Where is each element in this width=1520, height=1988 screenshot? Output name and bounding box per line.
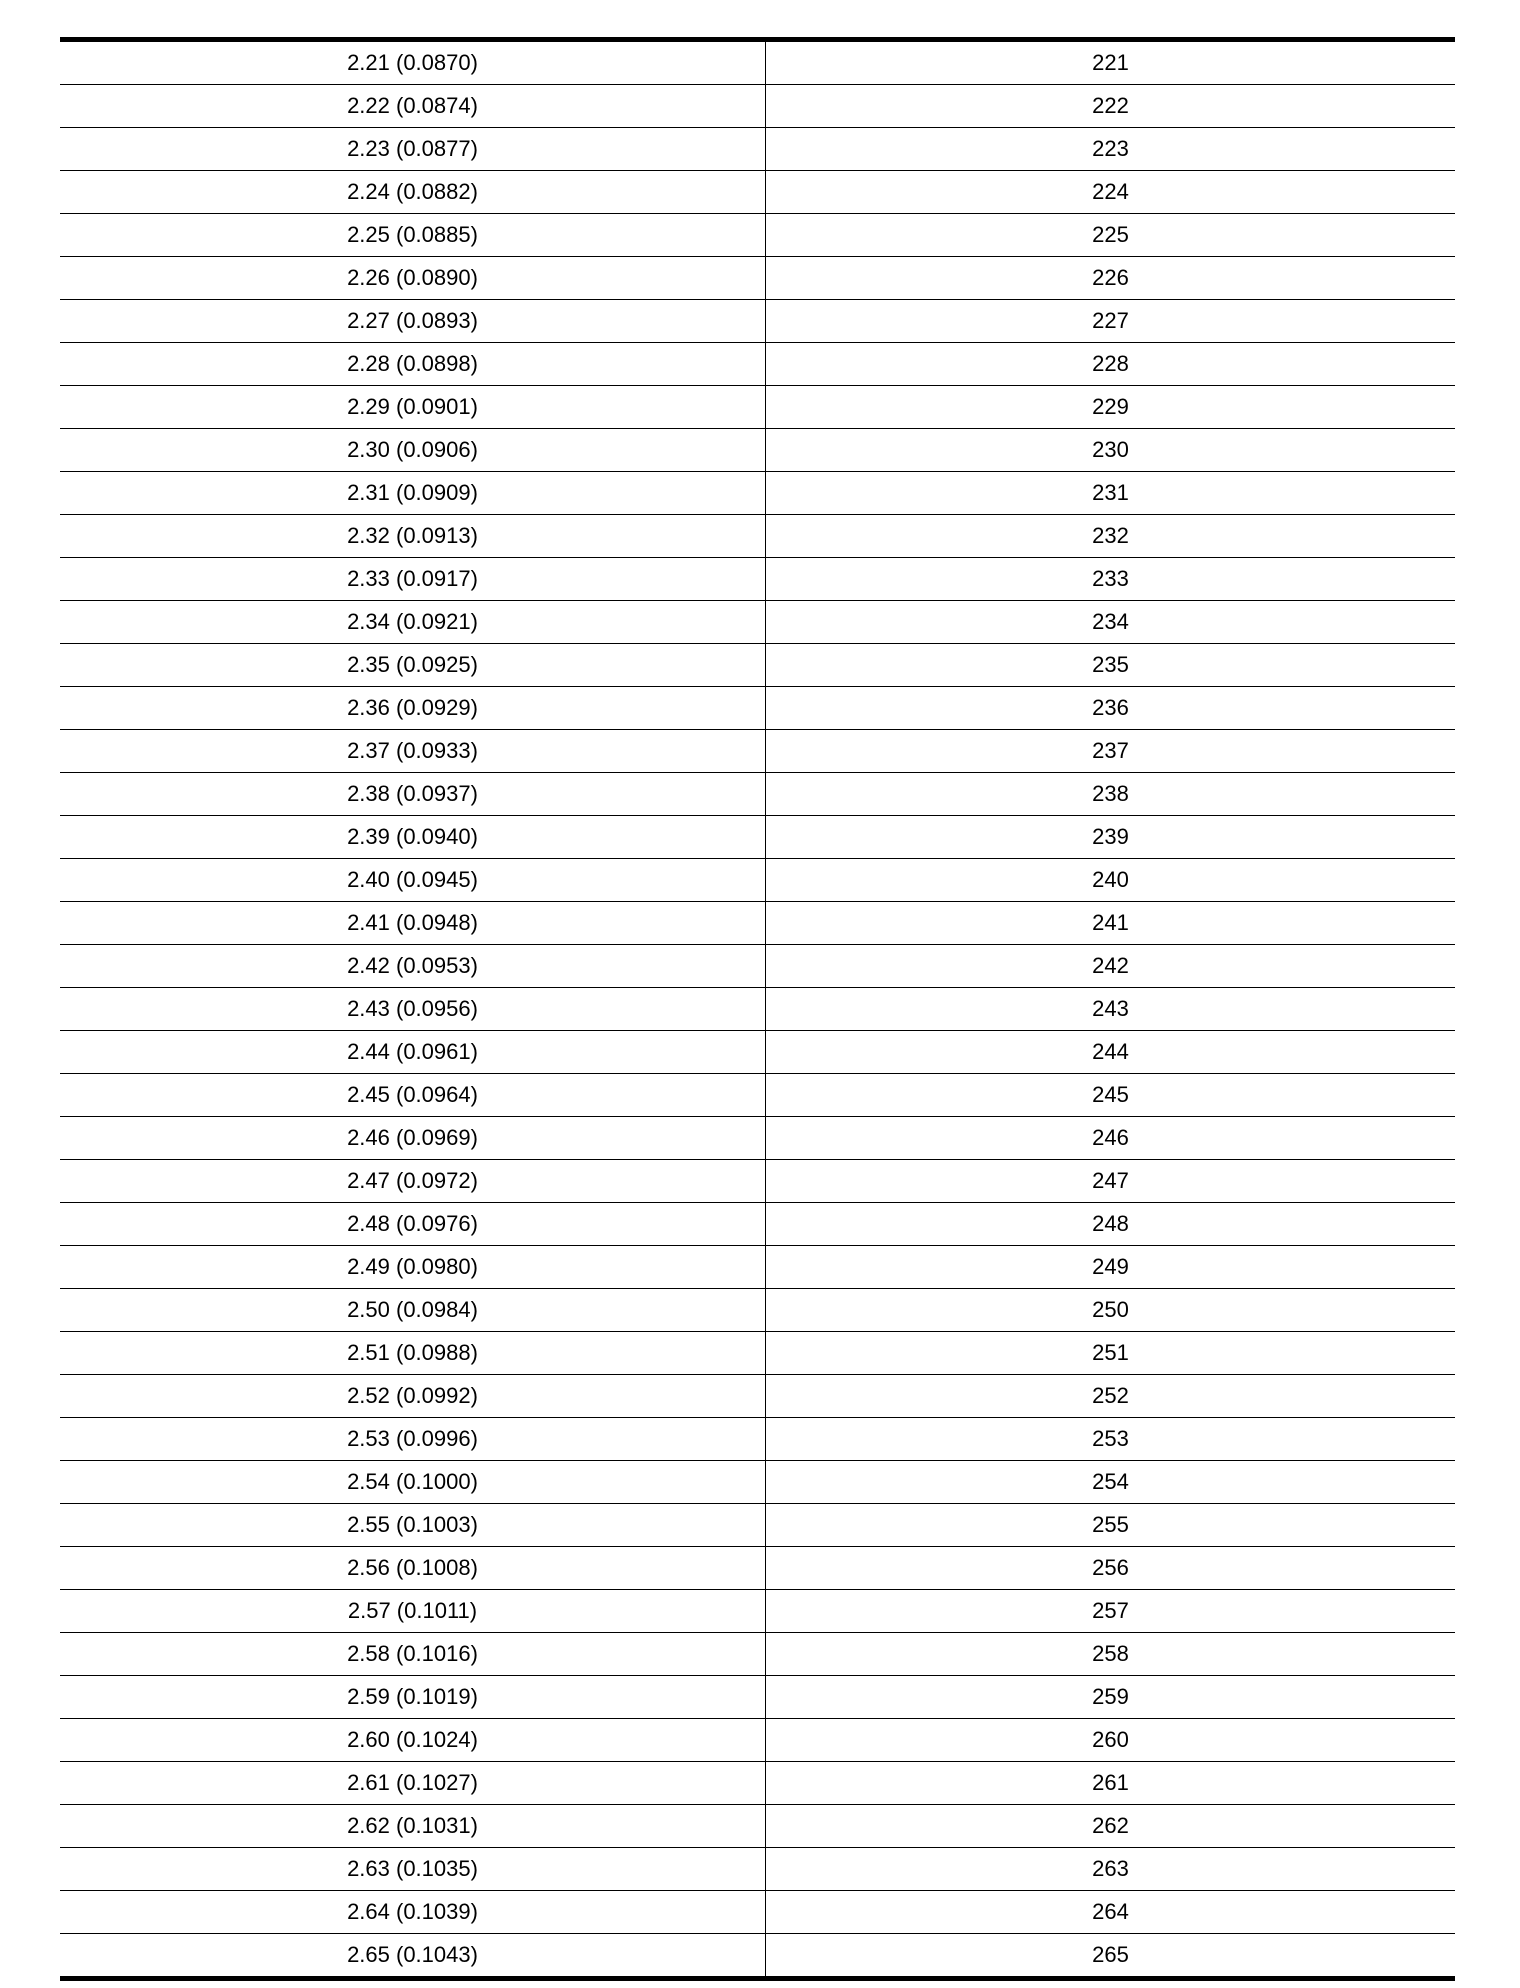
value-cell: 265 — [1092, 1942, 1129, 1967]
measurement-cell: 2.34 (0.0921) — [60, 601, 766, 644]
measurement-cell: 2.57 (0.1011) — [60, 1590, 766, 1633]
value-cell: 222 — [766, 85, 1456, 128]
value-cell: 250 — [766, 1289, 1456, 1332]
value-cell: 223 — [766, 128, 1456, 171]
value-cell: 233 — [766, 558, 1456, 601]
value-cell: 232 — [766, 515, 1456, 558]
measurement-cell: 2.62 (0.1031) — [60, 1805, 766, 1848]
value-cell: 236 — [766, 687, 1456, 730]
table-row — [60, 214, 1455, 257]
value-cell: 257 — [766, 1590, 1456, 1633]
measurement-cell: 2.54 (0.1000) — [60, 1461, 766, 1504]
table-row — [60, 730, 1455, 773]
value-cell: 243 — [766, 988, 1456, 1031]
measurement-cell: 2.58 (0.1016) — [60, 1633, 766, 1676]
measurement-cell: 2.32 (0.0913) — [60, 515, 766, 558]
table-row — [60, 988, 1455, 1031]
measurement-cell: 2.22 (0.0874) — [60, 85, 766, 128]
table-row — [60, 945, 1455, 988]
measurement-cell: 2.55 (0.1003) — [60, 1504, 766, 1547]
value-cell: 252 — [766, 1375, 1456, 1418]
table-row — [60, 1031, 1455, 1074]
table-row — [60, 816, 1455, 859]
table-row — [60, 40, 1455, 85]
value-cell: 241 — [766, 902, 1456, 945]
value-cell: 226 — [766, 257, 1456, 300]
value-cell: 224 — [766, 171, 1456, 214]
table-row — [60, 1590, 1455, 1633]
value-cell: 247 — [766, 1160, 1456, 1203]
measurement-cell: 2.40 (0.0945) — [60, 859, 766, 902]
measurement-cell: 2.44 (0.0961) — [60, 1031, 766, 1074]
measurement-cell: 2.23 (0.0877) — [60, 128, 766, 171]
table-row — [60, 429, 1455, 472]
measurement-cell: 2.37 (0.0933) — [60, 730, 766, 773]
table-row — [60, 128, 1455, 171]
measurement-cell: 2.49 (0.0980) — [60, 1246, 766, 1289]
value-cell: 242 — [766, 945, 1456, 988]
value-cell: 253 — [766, 1418, 1456, 1461]
measurement-cell: 2.42 (0.0953) — [60, 945, 766, 988]
value-cell: 248 — [766, 1203, 1456, 1246]
measurement-cell: 2.31 (0.0909) — [60, 472, 766, 515]
value-cell: 237 — [766, 730, 1456, 773]
measurement-cell: 2.56 (0.1008) — [60, 1547, 766, 1590]
table-row — [60, 1504, 1455, 1547]
table-row — [60, 1160, 1455, 1203]
measurement-cell: 2.26 (0.0890) — [60, 257, 766, 300]
value-cell: 229 — [766, 386, 1456, 429]
table-row — [60, 515, 1455, 558]
measurement-cell: 2.48 (0.0976) — [60, 1203, 766, 1246]
measurement-cell: 2.29 (0.0901) — [60, 386, 766, 429]
table-row — [60, 1891, 1455, 1934]
value-cell: 254 — [766, 1461, 1456, 1504]
value-cell: 238 — [766, 773, 1456, 816]
measurement-cell: 2.60 (0.1024) — [60, 1719, 766, 1762]
table-row — [60, 601, 1455, 644]
measurement-cell: 2.38 (0.0937) — [60, 773, 766, 816]
value-cell: 221 — [766, 40, 1456, 85]
conversion-table — [60, 37, 1455, 1981]
table-row — [60, 1203, 1455, 1246]
table-row — [60, 1375, 1455, 1418]
measurement-cell: 2.51 (0.0988) — [60, 1332, 766, 1375]
measurement-cell: 2.63 (0.1035) — [60, 1848, 766, 1891]
table-row — [60, 1461, 1455, 1504]
table-row — [60, 1289, 1455, 1332]
value-cell: 249 — [766, 1246, 1456, 1289]
measurement-cell: 2.53 (0.0996) — [60, 1418, 766, 1461]
measurement-cell: 2.35 (0.0925) — [60, 644, 766, 687]
measurement-cell: 2.41 (0.0948) — [60, 902, 766, 945]
measurement-cell: 2.65 (0.1043) — [60, 1934, 766, 1979]
value-cell: 256 — [766, 1547, 1456, 1590]
value-cell: 262 — [766, 1805, 1456, 1848]
value-cell: 234 — [766, 601, 1456, 644]
table-row — [60, 1332, 1455, 1375]
table-row — [60, 1805, 1455, 1848]
table-row — [60, 171, 1455, 214]
value-cell: 225 — [766, 214, 1456, 257]
value-cell: 245 — [766, 1074, 1456, 1117]
table-row — [60, 644, 1455, 687]
value-cell: 255 — [766, 1504, 1456, 1547]
value-cell: 228 — [766, 343, 1456, 386]
table-row — [60, 1074, 1455, 1117]
value-cell: 244 — [766, 1031, 1456, 1074]
value-cell: 227 — [766, 300, 1456, 343]
value-cell: 235 — [766, 644, 1456, 687]
value-cell: 260 — [766, 1719, 1456, 1762]
table-row — [60, 1934, 1455, 1979]
value-cell: 246 — [766, 1117, 1456, 1160]
measurement-cell: 2.47 (0.0972) — [60, 1160, 766, 1203]
measurement-cell: 2.21 (0.0870) — [60, 40, 766, 85]
table-row — [60, 1633, 1455, 1676]
value-cell: 251 — [766, 1332, 1456, 1375]
value-cell: 240 — [766, 859, 1456, 902]
table-row — [60, 1117, 1455, 1160]
table-row — [60, 773, 1455, 816]
value-cell: 239 — [766, 816, 1456, 859]
table-row — [60, 472, 1455, 515]
table-row — [60, 343, 1455, 386]
measurement-cell: 2.52 (0.0992) — [60, 1375, 766, 1418]
conversion-table-body — [60, 40, 1455, 1979]
measurement-cell: 2.27 (0.0893) — [60, 300, 766, 343]
table-row — [60, 1848, 1455, 1891]
table-row — [60, 1246, 1455, 1289]
table-row — [60, 902, 1455, 945]
value-cell: 258 — [766, 1633, 1456, 1676]
value-cell: 261 — [766, 1762, 1456, 1805]
table-row — [60, 85, 1455, 128]
table-row — [60, 300, 1455, 343]
table-row — [60, 687, 1455, 730]
measurement-cell: 2.39 (0.0940) — [60, 816, 766, 859]
measurement-cell: 2.30 (0.0906) — [60, 429, 766, 472]
value-cell: 263 — [766, 1848, 1456, 1891]
value-cell: 259 — [766, 1676, 1456, 1719]
table-row — [60, 1762, 1455, 1805]
measurement-cell: 2.28 (0.0898) — [60, 343, 766, 386]
measurement-cell: 2.50 (0.0984) — [60, 1289, 766, 1332]
table-row — [60, 1719, 1455, 1762]
table-row — [60, 257, 1455, 300]
measurement-cell: 2.33 (0.0917) — [60, 558, 766, 601]
measurement-cell: 2.61 (0.1027) — [60, 1762, 766, 1805]
table-row — [60, 859, 1455, 902]
measurement-cell: 2.64 (0.1039) — [60, 1891, 766, 1934]
value-cell: 230 — [766, 429, 1456, 472]
table-row — [60, 1547, 1455, 1590]
measurement-cell: 2.46 (0.0969) — [60, 1117, 766, 1160]
table-row — [60, 558, 1455, 601]
value-cell: 264 — [766, 1891, 1456, 1934]
table-row — [60, 1418, 1455, 1461]
measurement-cell: 2.25 (0.0885) — [60, 214, 766, 257]
conversion-table-container — [60, 37, 1455, 1981]
measurement-cell: 2.24 (0.0882) — [60, 171, 766, 214]
measurement-cell: 2.45 (0.0964) — [60, 1074, 766, 1117]
table-row — [60, 1676, 1455, 1719]
measurement-cell: 2.36 (0.0929) — [60, 687, 766, 730]
measurement-cell: 2.43 (0.0956) — [60, 988, 766, 1031]
measurement-cell: 2.59 (0.1019) — [60, 1676, 766, 1719]
table-row — [60, 386, 1455, 429]
value-cell: 231 — [766, 472, 1456, 515]
